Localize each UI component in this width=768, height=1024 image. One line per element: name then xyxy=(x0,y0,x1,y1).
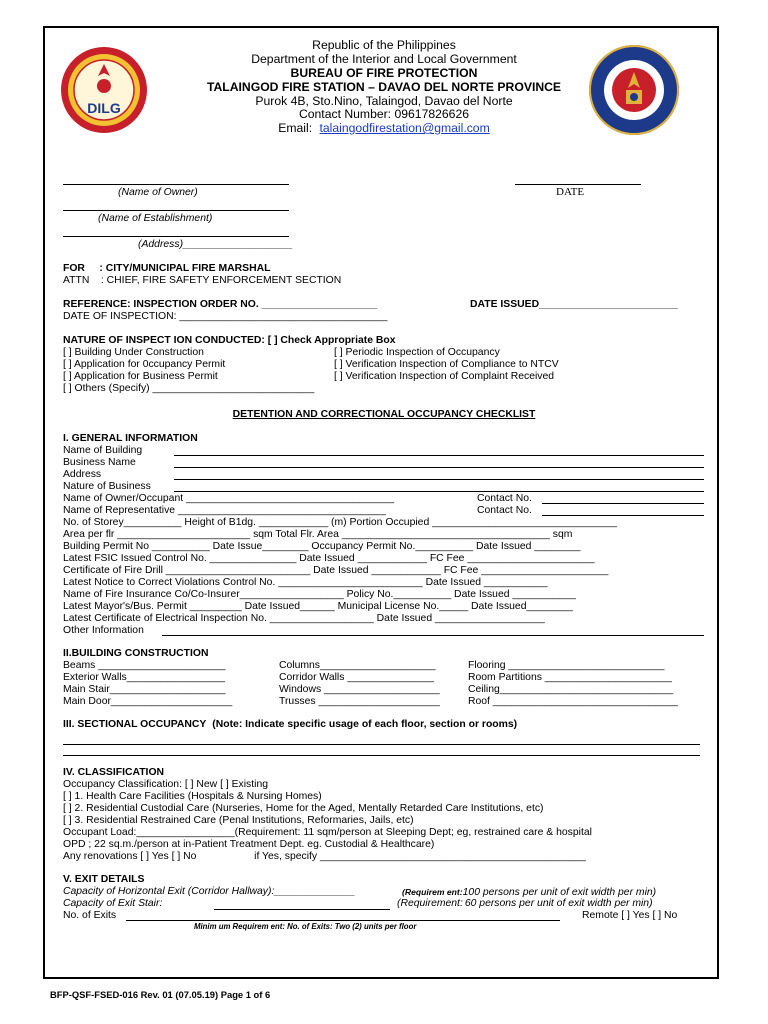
general-info-field[interactable]: Area per flr _______________________ sqm Total Flr. Area ____________________________________ sqm xyxy=(63,529,573,540)
general-info-field[interactable]: Name of Representative ____________________________________ xyxy=(63,505,386,516)
dilg-logo-text: DILG xyxy=(87,100,121,116)
nature-option[interactable]: [ ] Verification Inspection of Complaint Received xyxy=(334,371,555,382)
construction-field[interactable]: Main Stair____________________ xyxy=(63,684,226,695)
reference-line[interactable]: REFERENCE: INSPECTION ORDER NO. ____________________ xyxy=(63,299,378,310)
nature-option[interactable]: [ ] Building Under Construction xyxy=(63,347,204,358)
construction-field[interactable]: Room Partitions ______________________ xyxy=(468,672,672,683)
sectional-note: (Note: Indicate specific usage of each floor, section or rooms) xyxy=(212,719,518,730)
contact-label: Contact No. xyxy=(477,493,532,504)
date-issued-line[interactable]: DATE ISSUED________________________ xyxy=(470,299,678,310)
general-info-field[interactable]: Latest Notice to Correct Violations Control No. _________________________ Date Issued ___________ xyxy=(63,577,548,588)
minimum-requirement: Minim um Requirem ent: No. of Exits: Two (2) units per floor xyxy=(194,922,417,931)
general-info-field: Other Information xyxy=(63,625,144,636)
classification-field[interactable]: Occupancy Classification: [ ] New [ ] Existing xyxy=(63,779,269,790)
construction-field[interactable]: Trusses _____________________ xyxy=(279,696,440,707)
horizontal-req-text: 100 persons per unit of exit width per min) xyxy=(462,887,657,898)
general-info-field[interactable]: Latest FSIC Issued Control No. _______________ Date Issued ____________ FC Fee ______________________ xyxy=(63,553,595,564)
classification-field: OPD ; 22 sq.m./person at in-Patient Treatment Dept. eg. Custodial & Healthcare) xyxy=(63,839,435,850)
sectional-heading: III. SECTIONAL OCCUPANCY xyxy=(63,719,207,730)
nature-option[interactable]: [ ] Verification Inspection of Compliance to NTCV xyxy=(334,359,559,370)
exit-stair-requirement xyxy=(397,898,653,910)
general-info-field[interactable]: Latest Certificate of Electrical Inspection No. __________________ Date Issued ___________________ xyxy=(63,613,545,624)
construction-field[interactable]: Exterior Walls_________________ xyxy=(63,672,225,683)
attn-line: ATTN : CHIEF, FIRE SAFETY ENFORCEMENT SECTION xyxy=(63,275,342,286)
classification-heading: IV. CLASSIFICATION xyxy=(63,767,165,778)
sectional-line[interactable] xyxy=(63,743,700,745)
general-info-field: Address xyxy=(63,469,102,480)
nature-heading: NATURE OF INSPECT ION CONDUCTED: [ ] Check Appropriate Box xyxy=(63,335,396,346)
sectional-line[interactable] xyxy=(63,754,700,756)
date-line[interactable] xyxy=(515,183,641,185)
construction-field[interactable]: Roof ________________________________ xyxy=(468,696,678,707)
date-label: DATE xyxy=(556,186,585,198)
stair-req-text: 60 persons per unit of exit width per min) xyxy=(464,898,653,909)
horizontal-req-label: (Requirem ent: xyxy=(402,887,463,897)
header-bureau: BUREAU OF FIRE PROTECTION xyxy=(290,66,478,80)
nature-option[interactable]: [ ] Application for 0ccupancy Permit xyxy=(63,359,226,370)
owner-name-label: (Name of Owner) xyxy=(118,187,198,198)
contact-label: Contact No. xyxy=(477,505,532,516)
sectional-heading-row xyxy=(63,719,517,731)
contact-line[interactable] xyxy=(542,514,704,516)
construction-field[interactable]: Columns____________________ xyxy=(279,660,436,671)
general-info-field[interactable]: Certificate of Fire Drill _________________________ Date Issued ____________ FC Fee ______________________ xyxy=(63,565,609,576)
contact-line[interactable] xyxy=(542,502,704,504)
classification-field[interactable]: [ ] 3. Residential Restrained Care (Penal Institutions, Reformaries, Jails, etc) xyxy=(63,815,414,826)
construction-field[interactable]: Windows ____________________ xyxy=(279,684,440,695)
general-info-field[interactable]: No. of Storey__________ Height of B1dg. ____________ (m) Portion Occupied ________________________________ xyxy=(63,517,618,528)
header-email-row xyxy=(0,121,768,135)
general-info-field[interactable]: Building Permit No __________ Date Issue________ Occupancy Permit No.__________ Date Issued ________ xyxy=(63,541,581,552)
nature-option[interactable]: [ ] Application for Business Permit xyxy=(63,371,218,382)
for-line: FOR : CITY/MUNICIPAL FIRE MARSHAL xyxy=(63,263,271,274)
classification-field[interactable]: [ ] 2. Residential Custodial Care (Nurseries, Home for the Aged, Mentally Retarded Care Institutions, etc) xyxy=(63,803,544,814)
construction-field[interactable]: Corridor Walls _______________ xyxy=(279,672,434,683)
inspection-date-line[interactable]: DATE OF INSPECTION: ____________________________________ xyxy=(63,311,388,322)
general-info-field[interactable]: Name of Owner/Occupant ____________________________________ xyxy=(63,493,395,504)
address-field-line[interactable] xyxy=(174,478,704,480)
header-department: Department of the Interior and Local Government xyxy=(251,52,517,66)
classification-field[interactable]: Occupant Load:_________________(Requirement: 11 sqm/person at Sleeping Dept; eg, restrained care & hospital xyxy=(63,827,592,838)
construction-field[interactable]: Flooring ___________________________ xyxy=(468,660,665,671)
construction-field[interactable]: Ceiling______________________________ xyxy=(468,684,674,695)
horizontal-exit-field[interactable]: Capacity of Horizontal Exit (Corridor Hallway):______________ xyxy=(63,886,356,897)
general-info-field[interactable]: Latest Mayor's/Bus. Permit _________ Date Issued______ Municipal License No._____ Date Issued________ xyxy=(63,601,573,612)
nature-option[interactable]: [ ] Others (Specify) ____________________________ xyxy=(63,383,315,394)
address-line[interactable] xyxy=(63,235,289,237)
exit-stair-field[interactable]: Capacity of Exit Stair: xyxy=(63,898,163,909)
footer-code: BFP-QSF-FSED-016 Rev. 01 (07.05.19) Page 1 of 6 xyxy=(50,989,271,1000)
general-info-heading: I. GENERAL INFORMATION xyxy=(63,433,198,444)
business-name-line[interactable] xyxy=(174,466,704,468)
construction-field[interactable]: Main Door_____________________ xyxy=(63,696,233,707)
exits-label: No. of Exits xyxy=(63,910,117,921)
header-station: TALAINGOD FIRE STATION – DAVAO DEL NORTE PROVINCE xyxy=(206,80,562,94)
general-info-field: Nature of Business xyxy=(63,481,151,492)
construction-field[interactable]: Beams ______________________ xyxy=(63,660,226,671)
building-name-line[interactable] xyxy=(174,454,704,456)
other-info-line[interactable] xyxy=(162,634,704,636)
general-info-field[interactable]: Name of Fire Insurance Co/Co-Insurer__________________ Policy No.__________ Date Issued ___________ xyxy=(63,589,576,600)
checklist-title: DETENTION AND CORRECTIONAL OCCUPANCY CHECKLIST xyxy=(232,409,536,420)
address-label: (Address)___________________ xyxy=(138,239,293,250)
header-address: Purok 4B, Sto.Nino, Talaingod, Davao del Norte xyxy=(255,94,513,108)
classification-field[interactable]: Any renovations [ ] Yes [ ] No if Yes, specify ______________________________________________ xyxy=(63,851,586,862)
exit-stair-line[interactable] xyxy=(214,908,390,910)
nature-option[interactable]: [ ] Periodic Inspection of Occupancy xyxy=(334,347,500,358)
general-info-field: Name of Building xyxy=(63,445,143,456)
construction-heading: II.BUILDING CONSTRUCTION xyxy=(63,648,209,659)
exit-heading: V. EXIT DETAILS xyxy=(63,874,145,885)
header-contact: Contact Number: 09617826626 xyxy=(298,107,470,121)
nature-business-line[interactable] xyxy=(174,490,704,492)
email-label: Email: xyxy=(278,121,313,135)
exits-line[interactable] xyxy=(126,919,560,921)
remote-field[interactable]: Remote [ ] Yes [ ] No xyxy=(582,910,678,921)
establishment-line[interactable] xyxy=(63,209,289,211)
header-republic: Republic of the Philippines xyxy=(312,38,456,52)
general-info-field: Business Name xyxy=(63,457,136,468)
owner-name-line[interactable] xyxy=(63,183,289,185)
establishment-label: (Name of Establishment) xyxy=(98,213,213,224)
email-link[interactable]: talaingodfirestation@gmail.com xyxy=(319,121,490,135)
stair-req-label: (Requirement: xyxy=(397,898,463,909)
classification-field[interactable]: [ ] 1. Health Care Facilities (Hospitals & Nursing Homes) xyxy=(63,791,322,802)
